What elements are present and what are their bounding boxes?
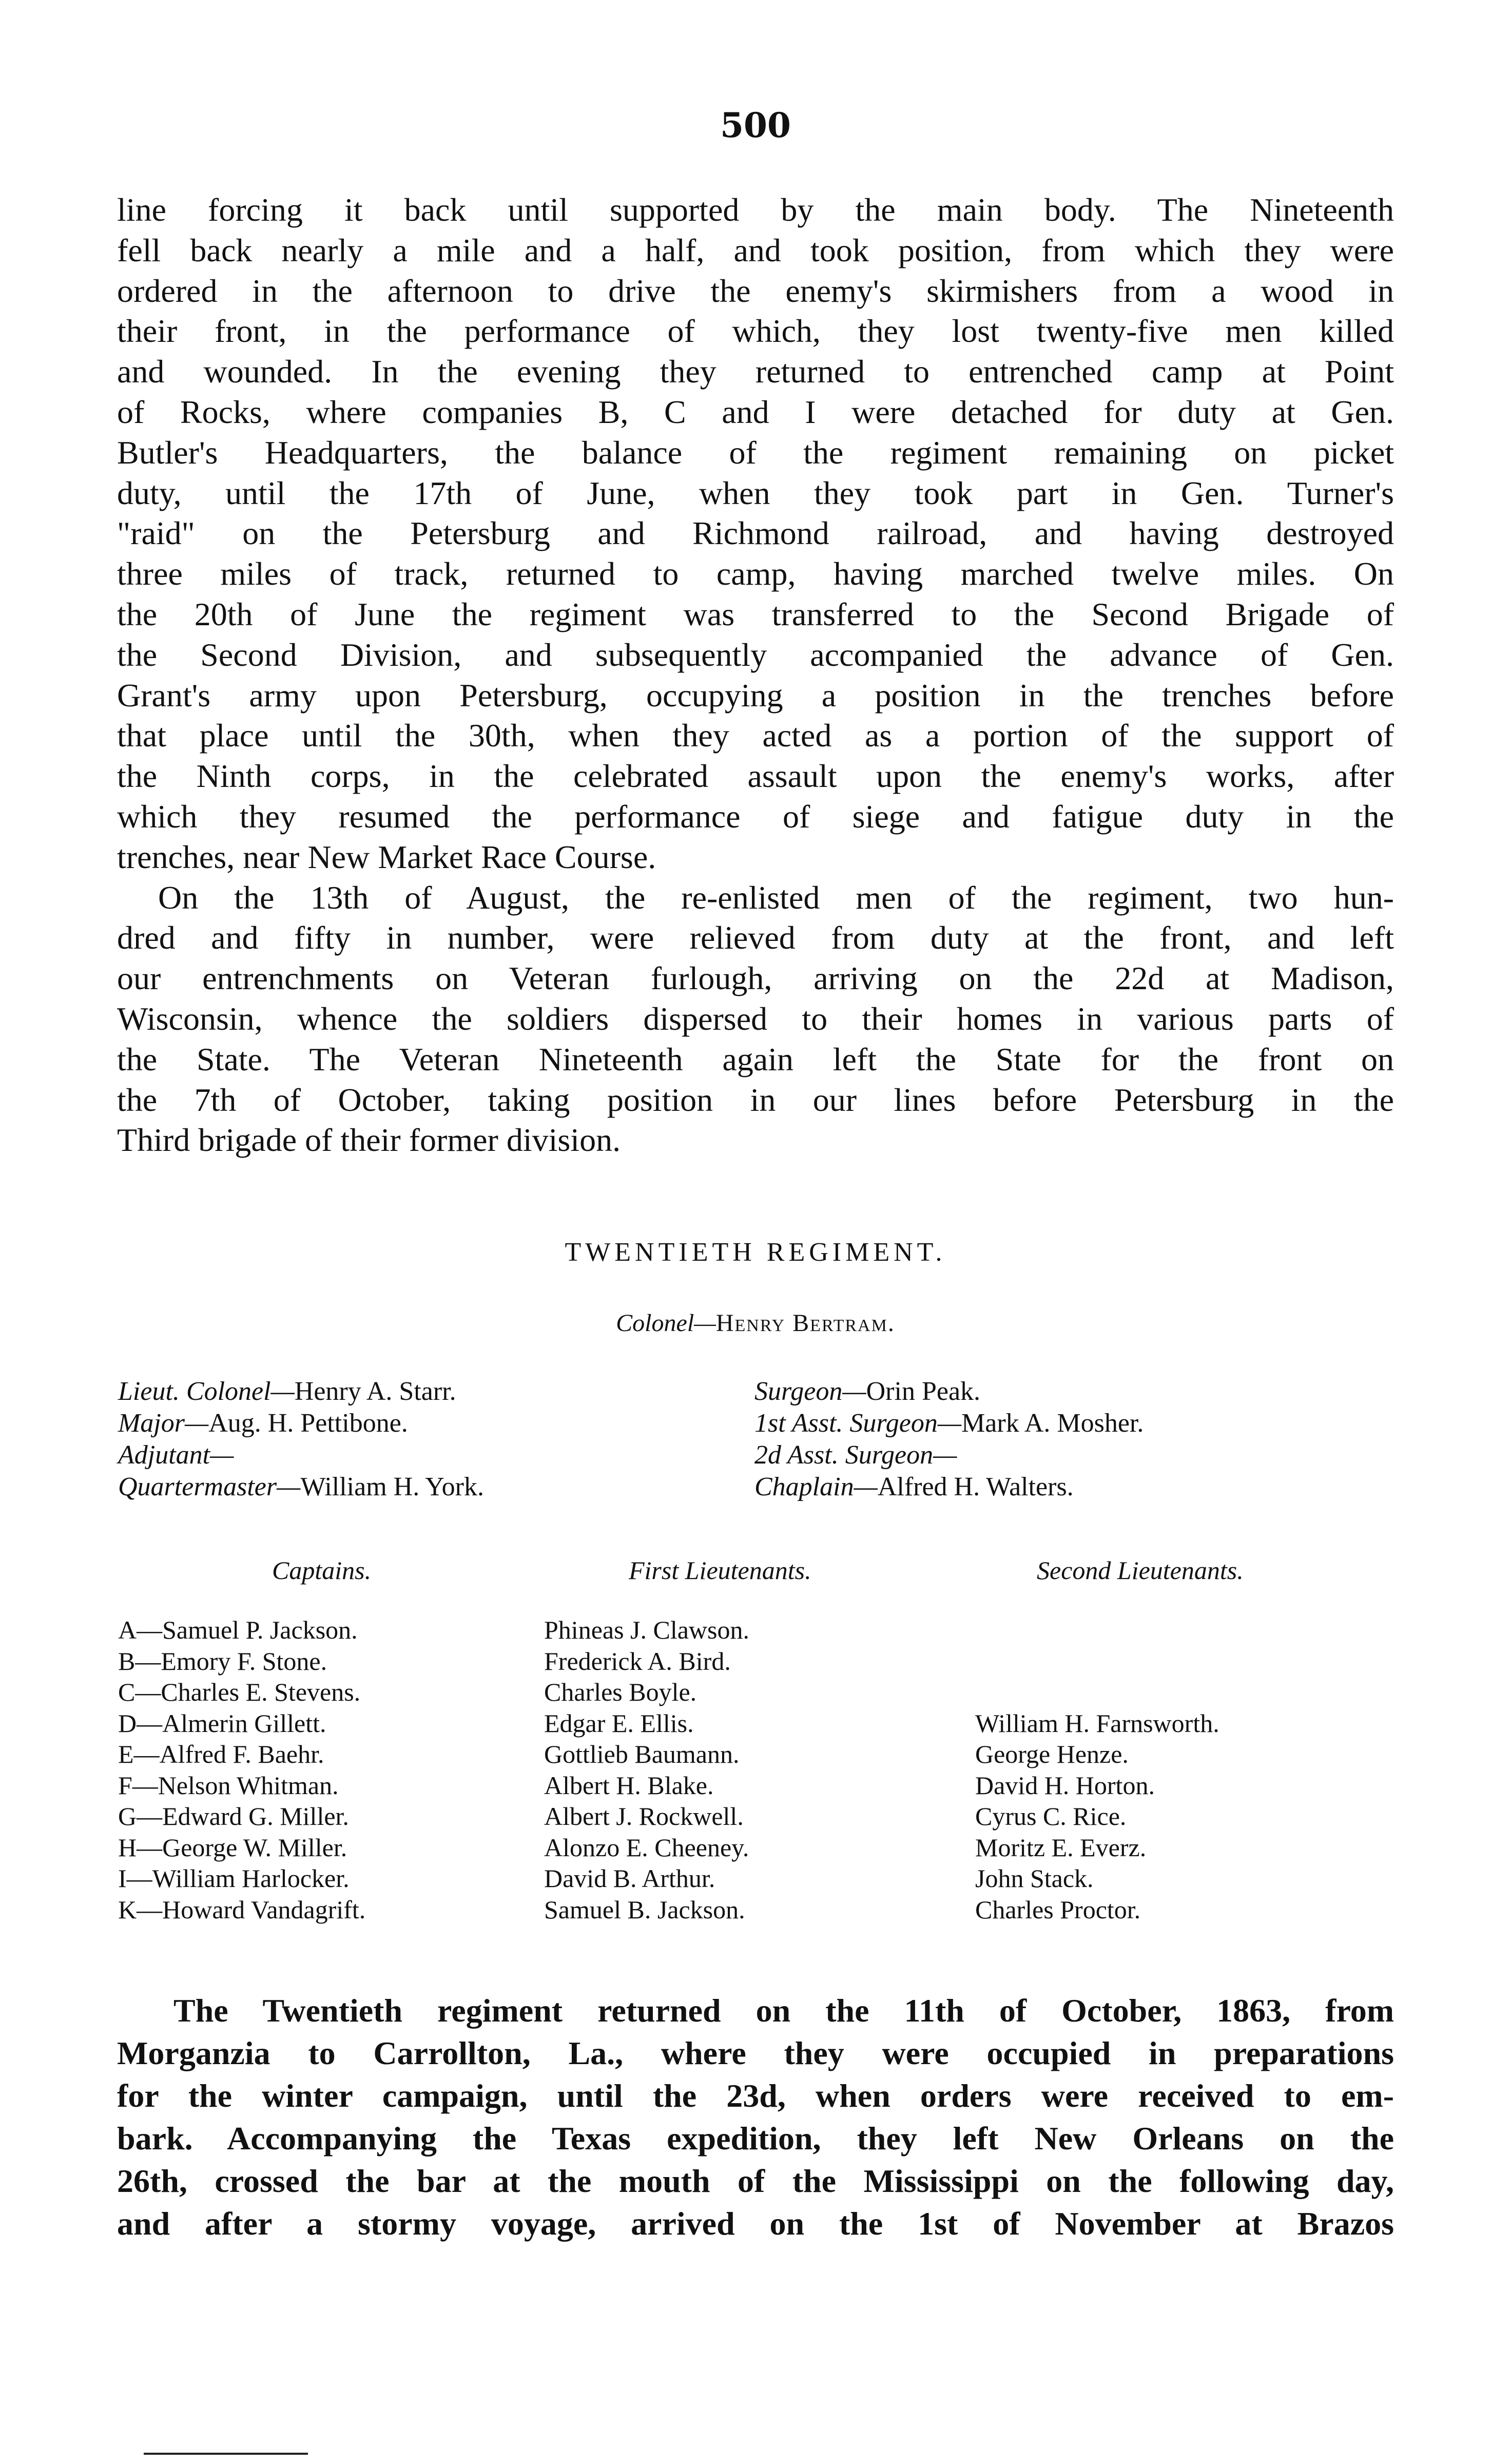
- staff-role: Quartermaster—: [118, 1472, 301, 1502]
- second-lieutenants-header: Second Lieutenants.: [1037, 1556, 1244, 1585]
- first-lieutenant-entry: Edgar E. Ellis.: [544, 1708, 694, 1738]
- staff-officers-left: [118, 1376, 484, 1503]
- staff-name: Aug. H. Pettibone.: [208, 1409, 408, 1438]
- captain-entry: H—George W. Miller.: [118, 1833, 347, 1862]
- text-line: 26th, crossed the bar at the mouth of the Mississippi on the following day,: [117, 2163, 1394, 2199]
- staff-name: Alfred H. Walters.: [877, 1472, 1074, 1502]
- narrative-paragraph-nineteenth: [117, 190, 1394, 1161]
- staff-role: Surgeon—: [754, 1377, 866, 1406]
- second-lieutenant-entry: John Stack.: [975, 1864, 1094, 1893]
- second-lieutenant-entry: David H. Horton.: [975, 1770, 1155, 1800]
- staff-entry: [754, 1439, 1144, 1471]
- staff-role: 1st Asst. Surgeon—: [754, 1409, 962, 1438]
- staff-role: Lieut. Colonel—: [118, 1377, 295, 1406]
- first-lieutenant-entry: David B. Arthur.: [544, 1864, 715, 1893]
- staff-role: 2d Asst. Surgeon—: [754, 1440, 957, 1470]
- narrative-paragraph-twentieth: [117, 1989, 1394, 2245]
- staff-entry: [118, 1408, 484, 1439]
- staff-entry: [754, 1408, 1144, 1439]
- second-lieutenant-entry: William H. Farnsworth.: [975, 1708, 1219, 1738]
- captain-entry: K—Howard Vandagrift.: [118, 1895, 366, 1924]
- staff-name: Henry A. Starr.: [294, 1377, 456, 1406]
- text-line: Grant's army upon Petersburg, occupying a position in the trenches before: [117, 677, 1394, 714]
- text-line: Morganzia to Carrollton, La., where they were occupied in preparations: [117, 2035, 1394, 2071]
- text-line: Butler's Headquarters, the balance of the regiment remaining on picket: [117, 434, 1394, 471]
- staff-entry: [118, 1376, 484, 1408]
- text-line: their front, in the performance of which, they lost twenty-five men killed: [117, 313, 1394, 350]
- text-line: and wounded. In the evening they returned to entrenched camp at Point: [117, 353, 1394, 390]
- second-lieutenant-entry: [975, 1646, 1219, 1677]
- text-line: Third brigade of their former division.: [117, 1122, 621, 1159]
- text-line: of Rocks, where companies B, C and I were detached for duty at Gen.: [117, 393, 1394, 430]
- colonel-name: Henry Bertram.: [715, 1310, 895, 1337]
- staff-name: William H. York.: [300, 1472, 484, 1502]
- text-line: the 20th of June the regiment was transferred to the Second Brigade of: [117, 595, 1394, 632]
- text-line: for the winter campaign, until the 23d, when orders were received to em-: [117, 2077, 1394, 2114]
- first-lieutenant-entry: Charles Boyle.: [544, 1678, 697, 1706]
- text-line: trenches, near New Market Race Course.: [117, 838, 656, 875]
- text-line: The Twentieth regiment returned on the 11th of October, 1863, from: [173, 1992, 1394, 2029]
- colonel-role: Colonel—: [616, 1310, 716, 1337]
- first-lieutenant-entry: Albert H. Blake.: [544, 1770, 714, 1800]
- staff-entry: [754, 1471, 1144, 1503]
- text-line: duty, until the 17th of June, when they took part in Gen. Turner's: [117, 474, 1394, 511]
- second-lieutenant-entry: [975, 1677, 1219, 1708]
- staff-entry: [118, 1471, 484, 1503]
- captain-entry: E—Alfred F. Baehr.: [118, 1740, 324, 1768]
- second-lieutenant-entry: Cyrus C. Rice.: [975, 1802, 1127, 1831]
- text-line: Wisconsin, whence the soldiers dispersed to their homes in various parts of: [117, 1000, 1394, 1037]
- first-lieutenants-header: First Lieutenants.: [629, 1556, 811, 1585]
- second-lieutenant-entry: [975, 1614, 1219, 1646]
- second-lieutenant-entry: Moritz E. Everz.: [975, 1833, 1147, 1862]
- second-lieutenant-entry: George Henze.: [975, 1740, 1129, 1768]
- first-lieutenant-entry: Alonzo E. Cheeney.: [544, 1833, 749, 1862]
- captains-list: [118, 1614, 365, 1925]
- first-lieutenant-entry: Gottlieb Baumann.: [544, 1740, 740, 1768]
- text-line: "raid" on the Petersburg and Richmond railroad, and having destroyed: [117, 515, 1394, 552]
- staff-role: Major—: [118, 1409, 209, 1438]
- text-line: the 7th of October, taking position in our lines before Petersburg in the: [117, 1081, 1394, 1118]
- text-line: the State. The Veteran Nineteenth again left the State for the front on: [117, 1041, 1394, 1077]
- text-line: that place until the 30th, when they acted as a portion of the support of: [117, 717, 1394, 754]
- first-lieutenants-list: [544, 1614, 749, 1925]
- staff-role: Adjutant—: [118, 1440, 234, 1470]
- text-line: ordered in the afternoon to drive the enemy's skirmishers from a wood in: [117, 272, 1394, 309]
- second-lieutenant-entry: Charles Proctor.: [975, 1895, 1141, 1924]
- first-lieutenant-entry: Albert J. Rockwell.: [544, 1802, 744, 1831]
- first-lieutenant-entry: Frederick A. Bird.: [544, 1646, 731, 1676]
- text-line: line forcing it back until supported by the main body. The Nineteenth: [117, 191, 1394, 228]
- colonel-line: [0, 1309, 1511, 1337]
- captain-entry: I—William Harlocker.: [118, 1864, 350, 1893]
- captain-entry: G—Edward G. Miller.: [118, 1802, 349, 1831]
- staff-officers-right: [754, 1376, 1144, 1503]
- text-line: and after a stormy voyage, arrived on the 1st of November at Brazos: [117, 2205, 1394, 2242]
- first-lieutenant-entry: Phineas J. Clawson.: [544, 1615, 749, 1644]
- text-line: bark. Accompanying the Texas expedition, they left New Orleans on the: [117, 2120, 1394, 2157]
- text-line: dred and fifty in number, were relieved from duty at the front, and left: [117, 919, 1394, 956]
- staff-role: Chaplain—: [754, 1472, 878, 1502]
- captains-header: Captains.: [272, 1556, 372, 1585]
- captain-entry: A—Samuel P. Jackson.: [118, 1615, 358, 1644]
- staff-name: Mark A. Mosher.: [961, 1409, 1144, 1438]
- staff-entry: [754, 1376, 1144, 1408]
- footer-rule: [144, 2453, 308, 2455]
- captain-entry: D—Almerin Gillett.: [118, 1708, 326, 1738]
- staff-entry: [118, 1439, 484, 1471]
- text-line: which they resumed the performance of siege and fatigue duty in the: [117, 798, 1394, 835]
- regiment-heading: TWENTIETH REGIMENT.: [565, 1238, 946, 1267]
- text-line: our entrenchments on Veteran furlough, arriving on the 22d at Madison,: [117, 960, 1394, 997]
- staff-name: Orin Peak.: [866, 1377, 981, 1406]
- text-line: the Ninth corps, in the celebrated assault upon the enemy's works, after: [117, 758, 1394, 795]
- captain-entry: B—Emory F. Stone.: [118, 1646, 327, 1676]
- text-line: the Second Division, and subsequently accompanied the advance of Gen.: [117, 636, 1394, 673]
- text-line: three miles of track, returned to camp, having marched twelve miles. On: [117, 555, 1394, 592]
- second-lieutenants-list: [975, 1614, 1219, 1925]
- text-line: fell back nearly a mile and a half, and took position, from which they were: [117, 232, 1394, 268]
- captain-entry: F—Nelson Whitman.: [118, 1770, 339, 1800]
- first-lieutenant-entry: Samuel B. Jackson.: [544, 1895, 745, 1924]
- text-line: On the 13th of August, the re-enlisted men of the regiment, two hun-: [158, 879, 1394, 916]
- page-number: 500: [720, 105, 791, 145]
- captain-entry: C—Charles E. Stevens.: [118, 1678, 361, 1706]
